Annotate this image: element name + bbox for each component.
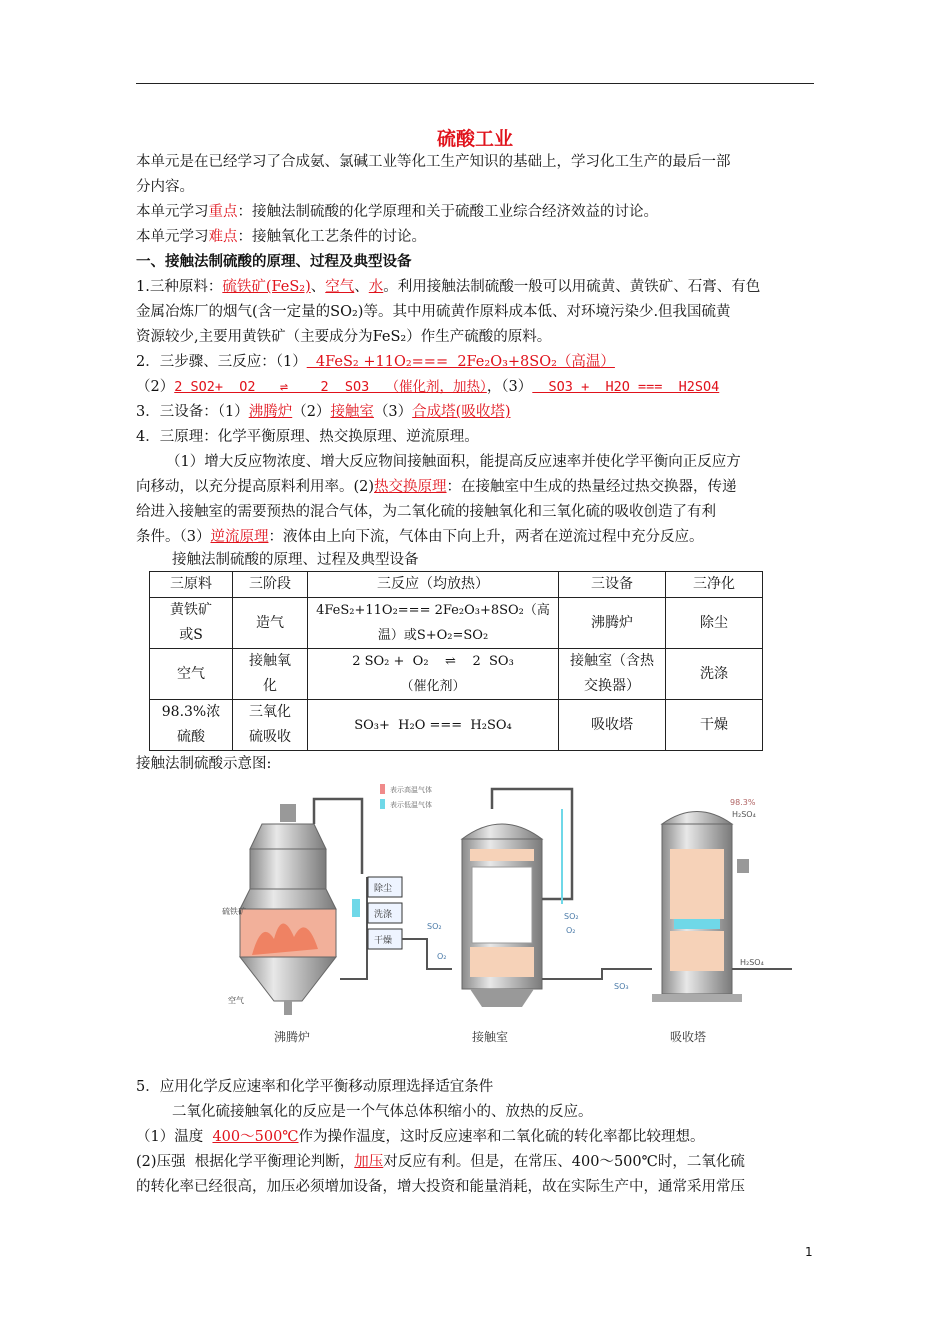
label-acid-top-formula: H₂SO₄ (732, 810, 756, 819)
table-row (150, 598, 763, 649)
table-cell: 接触氧 化 (233, 649, 308, 700)
principles-p2: 向移动，以充分提高原料利用率。(2)热交换原理：在接触室中生成的热量经过热交换器，传递 (136, 479, 737, 495)
table-cell: 接触室（含热 交换器） (559, 649, 666, 700)
table-cell: 沸腾炉 (559, 598, 666, 649)
focus-line: 本单元学习重点：接触法制硫酸的化学原理和关于硫酸工业综合经济效益的讨论。 (136, 204, 658, 220)
contact-process-diagram (222, 779, 802, 1049)
label-o2-return: O₂ (566, 926, 576, 935)
legend-cold-swatch (380, 799, 385, 809)
intro-line-2: 分内容。 (136, 179, 194, 195)
table-cell: 洗涤 (666, 649, 763, 700)
label-furnace: 沸腾炉 (274, 1030, 311, 1044)
page-number: 1 (805, 1245, 813, 1259)
box-drying: 干燥 (374, 936, 393, 946)
label-absorption-tower: 吸收塔 (670, 1030, 707, 1044)
table-header-row (150, 572, 763, 598)
table-cell: 干燥 (666, 700, 763, 751)
table-header-cell: 三阶段 (233, 572, 308, 598)
section-heading: 一、接触法制硫酸的原理、过程及典型设备 (136, 253, 412, 270)
reaction-1: 4FeS₂ +11O₂=== 2Fe₂O₃+8SO₂（高温） (306, 354, 615, 370)
absorption-tower-vessel (652, 812, 749, 1003)
diagram-caption: 接触法制硫酸示意图: (136, 756, 272, 772)
contact-chamber-vessel (462, 824, 542, 1007)
table-cell: 造气 (233, 598, 308, 649)
steps-line-1: 2．三步骤、三反应：（1） 4FeS₂ +11O₂=== 2Fe₂O₃+8SO₂（高温） (136, 354, 615, 370)
conditions-intro: 二氧化硫接触氧化的反应是一个气体总体积缩小的、放热的反应。 (172, 1104, 593, 1120)
label-air: 空气 (228, 996, 244, 1005)
legend-hot-label: 表示高温气体 (390, 786, 432, 794)
label-so2-inlet: SO₂ (427, 922, 442, 931)
reaction-3: SO3 + H2O === H2SO4 (532, 379, 720, 395)
label-so3: SO₃ (614, 982, 629, 991)
table-cell: 黄铁矿 或S (150, 598, 233, 649)
label-ore: 硫铁矿 (222, 907, 246, 916)
reaction-2: 2 SO2+ O2 ⇌ 2 SO3 （催化剂，加热） (174, 379, 487, 395)
table-header-cell: 三反应（均放热） (308, 572, 559, 598)
table-cell: 4FeS₂+11O₂=== 2Fe₂O₃+8SO₂（高 温）或S+O₂=SO₂ (308, 598, 559, 649)
materials-line-3: 资源较少,主要用黄铁矿（主要成分为FeS₂）作生产硫酸的原料。 (136, 329, 552, 345)
materials-line-1: 1.三种原料：硫铁矿(FeS₂)、空气、水。利用接触法制硫酸一般可以用硫黄、黄铁矿、石膏、有色 (136, 279, 761, 295)
table-caption: 接触法制硫酸的原理、过程及典型设备 (172, 552, 419, 568)
table-cell: SO₃+ H₂O === H₂SO₄ (308, 700, 559, 751)
difficulty-keyword: 难点 (208, 229, 238, 245)
legend-hot-swatch (380, 784, 385, 794)
intro-line-1: 本单元是在已经学习了合成氨、氯碱工业等化工生产知识的基础上，学习化工生产的最后一部 (136, 154, 731, 170)
principles-p1: （1）增大反应物浓度、增大反应物间接触面积，能提高反应速率并使化学平衡向正反应方 (166, 454, 741, 470)
temperature-line: （1）温度 400～500℃作为操作温度，这时反应速率和二氧化硫的转化率都比较理想。 (136, 1129, 705, 1145)
table-cell: 三氧化 硫吸收 (233, 700, 308, 751)
table-header-cell: 三净化 (666, 572, 763, 598)
table-cell: 空气 (150, 649, 233, 700)
table-row (150, 649, 763, 700)
label-o2-inlet: O₂ (437, 952, 447, 961)
box-dust-removal: 除尘 (374, 884, 393, 894)
principles-p4: 条件。（3）逆流原理：液体由上向下流，气体由下向上升，两者在逆流过程中充分反应。 (136, 529, 704, 545)
header-rule (136, 83, 814, 84)
pressure-line-1: (2)压强 根据化学平衡理论判断，加压对反应有利。但是，在常压、400～500℃时，二氧化硫 (136, 1154, 745, 1170)
label-acid-outlet: H₂SO₄ (740, 958, 764, 967)
table-cell: 除尘 (666, 598, 763, 649)
table-cell: 吸收塔 (559, 700, 666, 751)
difficulty-line: 本单元学习难点：接触氧化工艺条件的讨论。 (136, 229, 426, 245)
table-header-cell: 三原料 (150, 572, 233, 598)
equipment-line: 3．三设备：（1）沸腾炉（2）接触室（3）合成塔(吸收塔) (136, 404, 511, 420)
legend-cold-label: 表示低温气体 (390, 801, 432, 809)
label-contact-chamber: 接触室 (472, 1030, 509, 1044)
box-washing: 洗涤 (374, 910, 393, 920)
principles-p3: 给进入接触室的需要预热的混合气体，为二氧化硫的接触氧化和三氧化硫的吸收创造了有利 (136, 504, 716, 520)
focus-keyword: 重点 (208, 204, 238, 220)
label-so2-return: SO₂ (564, 912, 579, 921)
table-header-cell: 三设备 (559, 572, 666, 598)
steps-line-2: （2）2 SO2+ O2 ⇌ 2 SO3 （催化剂，加热），（3） SO3 + H2O === H2SO4 (136, 379, 720, 395)
table-row (150, 700, 763, 751)
table-cell: 2 SO₂ + O₂ ⇌ 2 SO₃ （催化剂） (308, 649, 559, 700)
summary-table (149, 571, 763, 751)
page-title: 硫酸工业 (436, 128, 513, 150)
table-cell: 98.3%浓 硫酸 (150, 700, 233, 751)
conditions-heading: 5．应用化学反应速率和化学平衡移动原理选择适宜条件 (136, 1079, 494, 1095)
label-acid-top: 98.3% (730, 798, 756, 807)
materials-line-2: 金属冶炼厂的烟气(含一定量的SO₂)等。其中用硫黄作原料成本低、对环境污染少.但我国硫黄 (136, 304, 731, 320)
boiling-furnace (240, 804, 360, 1015)
pressure-line-2: 的转化率已经很高，加压必须增加设备，增大投资和能量消耗，故在实际生产中，通常采用常压 (136, 1179, 745, 1195)
principles-heading: 4．三原理：化学平衡原理、热交换原理、逆流原理。 (136, 429, 479, 445)
